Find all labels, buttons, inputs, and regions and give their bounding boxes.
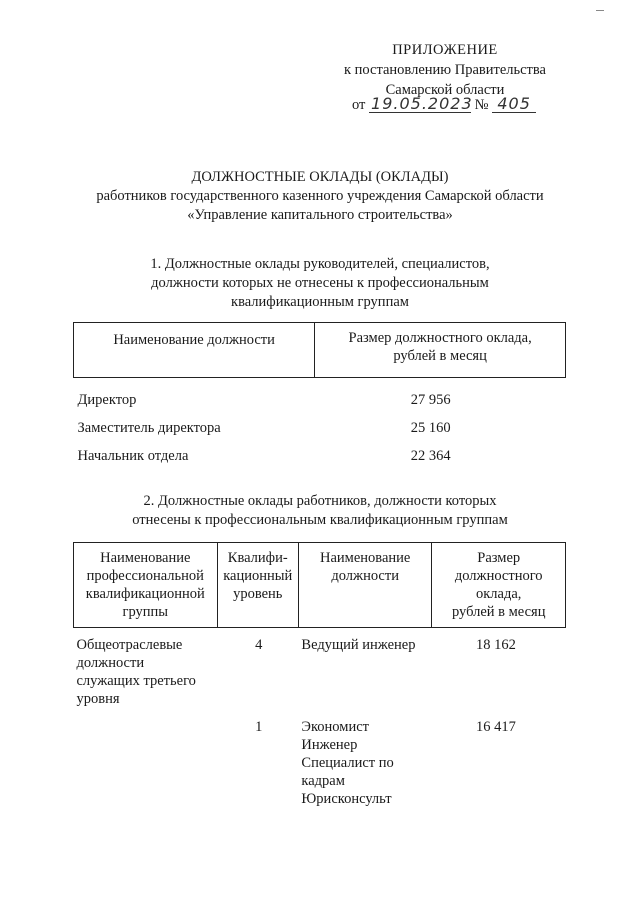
- position-line-5: Юрисконсульт: [301, 791, 392, 807]
- column-header-salary-line-4: рублей в месяц: [451, 604, 546, 620]
- column-header-level-line-2: кационный: [223, 568, 293, 584]
- section1-heading-line-1: 1. Должностные оклады руководителей, специалистов,: [150, 256, 490, 272]
- position-cell: Начальник отдела: [77, 448, 189, 464]
- positions-cell: [298, 716, 432, 810]
- salary-cell: 18 162: [475, 637, 516, 653]
- column-header-level-line-1: Квалифи-: [227, 550, 288, 566]
- table-row: [74, 442, 566, 470]
- number-label: №: [474, 97, 489, 113]
- column-header-salary-line-3: оклада,: [476, 586, 522, 602]
- scan-mark: [596, 10, 604, 11]
- table-header-row: [74, 323, 566, 378]
- group-cell-line-4: уровня: [76, 691, 120, 707]
- appendix-dateline: [352, 96, 536, 114]
- column-header-position-line-1: Наименование: [320, 550, 411, 566]
- position-cell: Заместитель директора: [77, 420, 221, 436]
- title-line-1: ДОЛЖНОСТНЫЕ ОКЛАДЫ (ОКЛАДЫ): [191, 169, 449, 185]
- column-header-position-line-2: должности: [331, 568, 399, 584]
- section2-heading-line-1: 2. Должностные оклады работников, должности которых: [143, 493, 497, 509]
- group-cell-line-3: служащих третьего: [76, 673, 196, 689]
- position-line-1: Экономист: [301, 719, 369, 735]
- appendix-title: ПРИЛОЖЕНИЕ: [392, 42, 498, 58]
- group-cell-line-1: Общеотраслевые: [76, 637, 183, 653]
- document-title: [40, 168, 600, 225]
- handwritten-number: 405: [492, 96, 536, 113]
- title-line-2: работников государственного казенного учреждения Самарской области: [96, 188, 544, 204]
- column-header-group-line-2: профессиональной: [86, 568, 204, 584]
- table-row: [74, 628, 566, 717]
- position-line-1: Ведущий инженер: [301, 637, 416, 653]
- column-header-salary-line-2: должностного: [454, 568, 543, 584]
- column-header-salary: [432, 543, 566, 628]
- column-header-position: Наименование должности: [74, 323, 315, 378]
- salary-cell: 25 160: [410, 420, 451, 436]
- column-header-salary: [315, 323, 566, 378]
- title-line-3: «Управление капитального строительства»: [187, 207, 453, 223]
- column-header-salary-line-1: Размер должностного оклада,: [348, 330, 532, 346]
- column-header-group-line-1: Наименование: [100, 550, 191, 566]
- level-cell: 4: [255, 637, 263, 653]
- table-row: [74, 386, 566, 414]
- salary-cell: 27 956: [410, 392, 451, 408]
- appendix-region: Самарской области: [385, 82, 505, 98]
- column-header-position: [298, 543, 432, 628]
- section2-heading-line-2: отнесены к профессиональным квалификационным группам: [132, 512, 508, 528]
- column-header-salary-line-1: Размер: [477, 550, 521, 566]
- column-header-salary-line-2: рублей в месяц: [393, 348, 487, 364]
- column-header-group-line-4: группы: [122, 604, 169, 620]
- level-cell: 1: [255, 719, 263, 735]
- column-header-group-line-3: квалификационной: [85, 586, 205, 602]
- appendix-header: [300, 40, 590, 100]
- table-row: [74, 716, 566, 810]
- positions-cell: [298, 628, 432, 717]
- section1-heading-line-3: квалификационным группам: [231, 294, 409, 310]
- appendix-resolution: к постановлению Правительства: [344, 62, 546, 78]
- salary-cell: 22 364: [410, 448, 451, 464]
- group-cell-line-2: должности: [76, 655, 145, 671]
- section1-heading-line-2: должности которых не отнесены к профессиональным: [151, 275, 489, 291]
- section2-heading: [40, 492, 600, 530]
- column-header-level-line-3: уровень: [233, 586, 283, 602]
- group-cell: [74, 716, 218, 810]
- position-line-3: Специалист по: [301, 755, 394, 771]
- handwritten-date: 19.05.2023: [371, 94, 473, 113]
- salary-cell: 16 417: [475, 719, 516, 735]
- position-line-4: кадрам: [301, 773, 345, 789]
- date-from-label: от: [352, 97, 366, 113]
- section1-heading: [40, 255, 600, 312]
- table-row: [74, 414, 566, 442]
- table-header-row: [74, 543, 566, 628]
- position-cell: Директор: [77, 392, 137, 408]
- group-cell: [74, 628, 218, 717]
- position-line-2: Инженер: [301, 737, 358, 753]
- column-header-level: [217, 543, 298, 628]
- salary-table-1: [73, 322, 566, 470]
- column-header-group: [74, 543, 218, 628]
- salary-table-2: [73, 542, 566, 810]
